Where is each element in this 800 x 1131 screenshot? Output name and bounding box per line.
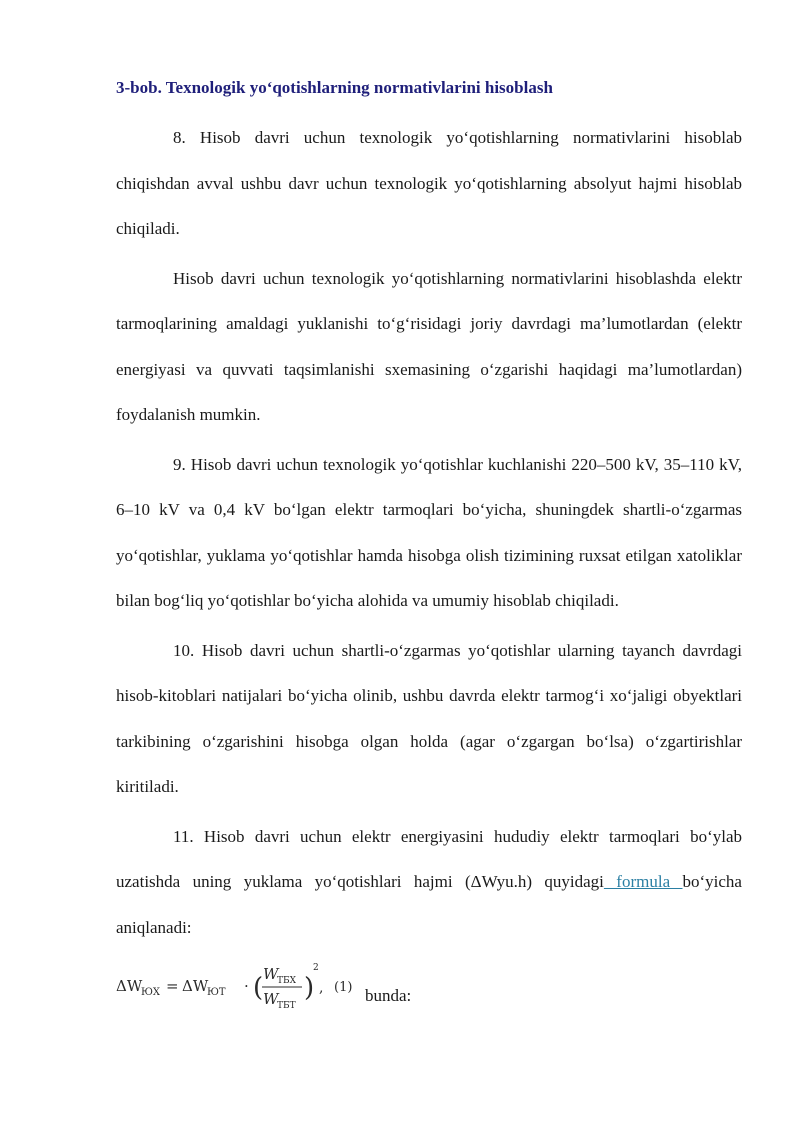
formula-comma: ,	[319, 980, 324, 996]
document-page	[116, 74, 742, 1016]
formula-equals: =	[166, 977, 179, 995]
formula-den-sub: ТБТ	[277, 1001, 296, 1011]
formula-dot: ·	[244, 977, 249, 995]
paragraph-11	[116, 814, 742, 951]
formula-exponent: 2	[313, 963, 319, 973]
paragraph-11-text: 11. Hisob davri uchun elektr energiyasini hududiy elektr tarmoqlari bo‘ylab uzatishda uning yuklama yo‘qotishlari hajmi (ΔWyu.h) quyidagi	[116, 826, 742, 891]
formula-lhs-sub: ЮХ	[141, 987, 161, 998]
paragraph-8: 8. Hisob davri uchun texnologik yo‘qotishlarning normativlarini hisoblab chiqishdan avval ushbu davr uchun texnologik yo‘qotishlarning absolyut hajmi hisoblab chiqiladi.	[116, 128, 742, 238]
formula-num-w: W	[263, 965, 279, 983]
formula-num-sub: ТБХ	[277, 976, 297, 986]
paragraph-10: 10. Hisob davri uchun shartli-o‘zgarmas yo‘qotishlar ularning tayanch davrdagi hisob-kitoblari natijalari bo‘yicha olinib, ushbu davrda elektr tarmog‘i xo‘jaligi obyektlari tarkibining o‘zgarishini hisobga olgan holda (agar o‘zgargan bo‘lsa) o‘zgartirishlar kiritiladi.	[116, 640, 742, 796]
formula-rhs-sub: ЮТ	[207, 987, 226, 998]
formula-row	[116, 956, 742, 1016]
formula-den-w: W	[263, 990, 279, 1008]
formula-1	[116, 956, 361, 1014]
paragraph-8-continued: Hisob davri uchun texnologik yo‘qotishlarning normativlarini hisoblashda elektr tarmoqlarining amaldagi yuklanishi to‘g‘risidagi joriy davrdagi ma’lumotlardan (elektr energiyasi va quvvati taqsimlanishi sxemasining o‘zgarishi haqidagi ma’lumotlardan) foydalanish mumkin.	[116, 268, 742, 424]
bunda-label: bunda:	[365, 986, 412, 1005]
chapter-heading: 3-bob. Texnologik yo‘qotishlarning normativlarini hisoblash	[116, 78, 553, 97]
formula-rhs-delta: ΔW	[182, 977, 209, 995]
formula-left-paren: (	[253, 973, 264, 1003]
formula-lhs-delta: ΔW	[116, 977, 143, 995]
paragraph-11-text-end: bo‘yicha aniqlanadi:	[116, 872, 742, 937]
formula-right-paren: )	[304, 973, 315, 1003]
formula-link[interactable]: formula	[603, 872, 683, 891]
formula-number: (1)	[334, 980, 353, 995]
paragraph-9: 9. Hisob davri uchun texnologik yo‘qotishlar kuchlanishi 220–500 kV, 35–110 kV, 6–10 kV va 0,4 kV bo‘lgan elektr tarmoqlari bo‘yicha, shuningdek shartli-o‘zgarmas yo‘qotishlar, yuklama yo‘qotishlar hamda hisobga olish tizimining ruxsat etilgan xatoliklar bilan bog‘liq yo‘qotishlar bo‘yicha alohida va umumiy hisoblab chiqiladi.	[116, 454, 742, 610]
